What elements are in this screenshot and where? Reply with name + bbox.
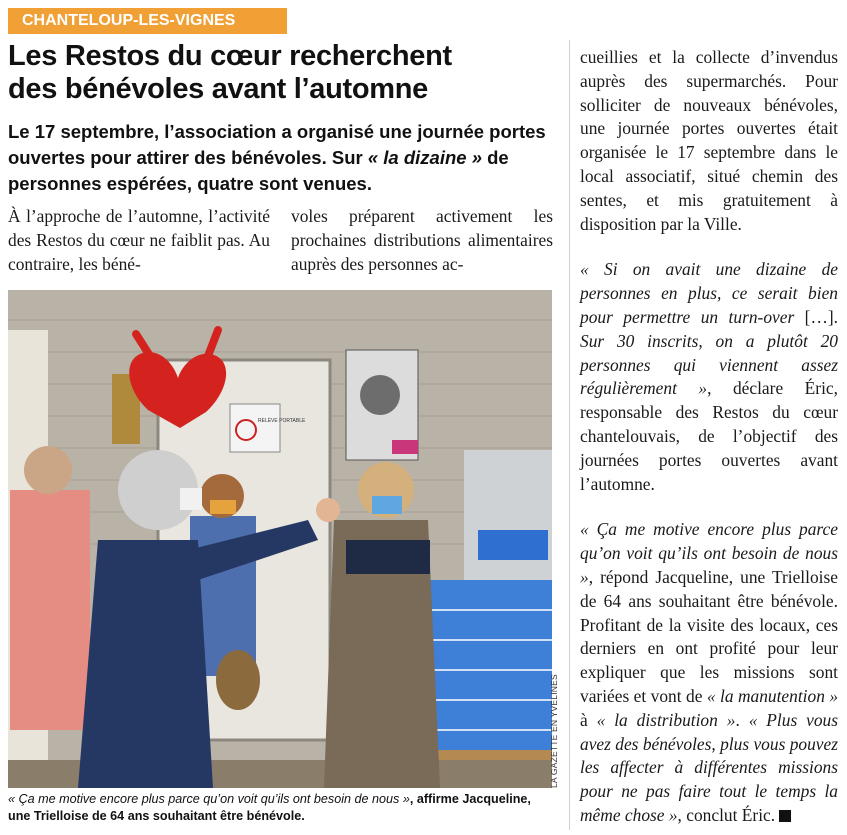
text-b: à — [580, 709, 597, 730]
raised-hand — [316, 498, 340, 522]
quote-eric-3: « Plus vous avez des bénévoles, plus vous pouvez les affecter à différentes missions pour ne pas faire tout le temps la même chose » — [580, 709, 839, 825]
door-sign-text: RELÈVE PORTABLE — [258, 418, 306, 424]
body-column-1 — [8, 205, 270, 276]
text-c: . — [735, 709, 749, 730]
column-rule — [569, 40, 570, 830]
photo-credit: LA GAZETTE EN YVELINES — [549, 674, 559, 788]
headline-line-1: Les Restos du cœur recherchent — [8, 40, 452, 72]
woman-pink-body — [10, 490, 90, 730]
headline — [8, 40, 568, 106]
body-column-3 — [580, 46, 838, 828]
woman-pink-head — [24, 446, 72, 494]
quote-eric-2: Sur 30 inscrits, on a plutôt 20 personnes qui viennent assez régulièrement » — [580, 330, 838, 399]
folded-arms — [346, 540, 430, 574]
attribution-eric: , déclare Éric, responsable des Restos du cœur chantelouvais, de l’objectif des journées portes ouvertes avant l’automne. — [580, 378, 838, 494]
rainbow-mask — [210, 500, 236, 514]
quote-manutention: « la manutention » — [706, 685, 839, 706]
photo-illustration — [8, 290, 552, 788]
article-photo — [8, 290, 552, 788]
headline-line-2: des bénévoles avant l’automne — [8, 73, 428, 105]
body-col3-paragraph-1: cueillies et la collecte d’invendus auprès des supermarchés. Pour solliciter de nouveaux bénévoles, une journée portes ouvertes était organisée le 17 septembre dans le local associatif, situé chemin des sentes, et mis gratuitement à disposition par la Ville. — [580, 47, 838, 234]
end-of-article-mark — [779, 810, 791, 822]
milk-cartons — [418, 580, 552, 750]
woman-arms-mask — [372, 496, 402, 514]
quote-distribution: « la distribution » — [596, 709, 736, 730]
standfirst-part-2: de personnes espérées, quatre sont venues. — [8, 147, 509, 194]
quote-jacqueline: « Ça me motive encore plus parce qu’on voit qu’ils ont besoin de nous » — [580, 519, 838, 587]
shelf-boxes — [478, 530, 548, 560]
poster-face — [360, 375, 400, 415]
jacqueline-jacket — [78, 540, 213, 788]
poster-sticker — [392, 440, 418, 454]
basket — [216, 650, 260, 710]
section-kicker: CHANTELOUP-LES-VIGNES — [8, 8, 287, 34]
body-column-2 — [291, 205, 553, 276]
ellipsis: […]. — [794, 306, 839, 327]
standfirst — [8, 119, 568, 197]
body-col3-paragraph-3 — [580, 518, 838, 827]
caption-quote: « Ça me motive encore plus parce qu’on voit qu’ils ont besoin de nous » — [8, 792, 410, 806]
standfirst-part-1: Le 17 septembre, l’association a organisé une journée portes ouvertes pour attirer des bénévoles. Sur — [8, 121, 546, 168]
body-col1-text: À l’approche de l’automne, l’activité des Restos du cœur ne faiblit pas. Au contraire, les béné- — [8, 206, 270, 274]
body-col2-text: voles préparent activement les prochaines distributions alimentaires auprès des personnes ac- — [291, 206, 553, 274]
body-col3-paragraph-2 — [580, 258, 838, 496]
quote-eric-1: « Si on avait une dizaine de personnes en plus, ce serait bien pour permettre un turn-over — [580, 259, 838, 327]
conclusion: , conclut Éric. — [677, 804, 776, 825]
standfirst-quote: « la dizaine » — [367, 147, 482, 168]
caption-rest: , affirme Jacqueline, une Trielloise de 64 ans souhaitant être bénévole. — [8, 792, 531, 823]
jacqueline-mask — [180, 488, 202, 510]
photo-caption — [8, 791, 552, 825]
text-a: , répond Jacqueline, une Trielloise de 64 ans souhaitant être bénévole. Profitant de la visite des locaux, ces derniers en ont profité pour leur expliquer que les missions sont variées et vont de — [580, 566, 838, 706]
